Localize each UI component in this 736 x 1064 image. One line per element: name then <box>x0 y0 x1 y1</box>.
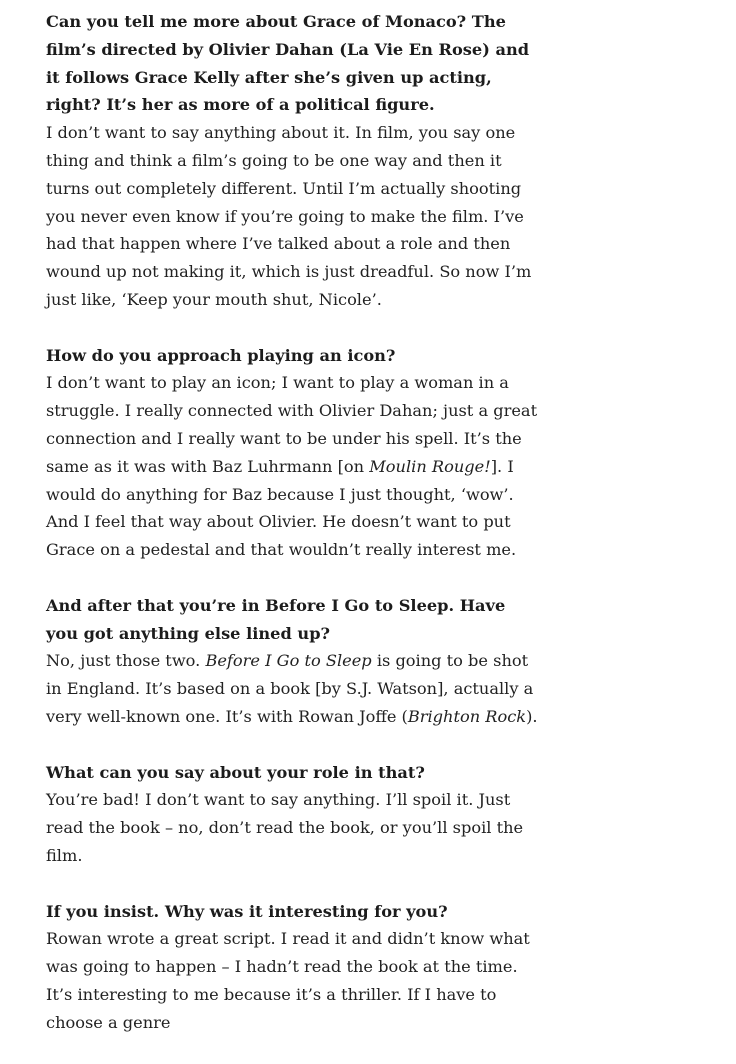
answer-text: I don’t want to play an icon; I want to play a woman in a struggle. I really connected with Olivier Dahan; just a great connection and I really want to be under his spell. It’s the same as it was with Baz Luhrmann [on <box>46 373 538 476</box>
interview-question: And after that you’re in Before I Go to Sleep. Have you got anything else lined up? <box>46 595 506 643</box>
interview-question: What can you say about your role in that? <box>46 762 425 782</box>
qa-block-3 <box>46 592 538 731</box>
interview-question: Can you tell me more about Grace of Monaco? The film’s directed by Olivier Dahan (La Vie En Rose) and it follows Grace Kelly after she’s given up acting, right? It’s her as more of a political figure. <box>46 12 530 115</box>
answer-text: I don’t want to say anything about it. In film, you say one thing and think a film’s going to be one way and then it turns out completely different. Until I’m actually shooting you never even know if you’re going to make the film. I’ve had that happen where I’ve talked about a role and then wound up not making it, which is just dreadful. So now I’m just like, ‘Keep your mouth shut, Nicole’. <box>46 123 532 309</box>
interview-answer <box>46 369 538 564</box>
interview-answer <box>46 647 538 730</box>
article-body <box>46 8 538 1064</box>
answer-text: You’re bad! I don’t want to say anything. I’ll spoil it. Just read the book – no, don’t read the book, or you’ll spoil the film. <box>46 790 524 865</box>
interview-question: How do you approach playing an icon? <box>46 345 396 365</box>
interview-question: If you insist. Why was it interesting for you? <box>46 901 448 921</box>
qa-block-4 <box>46 759 538 870</box>
answer-text: No, just those two. <box>46 651 206 671</box>
interview-answer <box>46 786 538 869</box>
film-title: Moulin Rouge! <box>369 456 491 476</box>
qa-block-1 <box>46 8 538 314</box>
answer-text: is going to be shot in England. It’s based on a book [by S.J. Watson], actually a very well-known one. It’s with Rowan Joffe ( <box>46 651 534 726</box>
film-title: Brighton Rock <box>407 706 527 726</box>
film-title: Before I Go to Sleep <box>205 651 372 671</box>
qa-block-5 <box>46 898 538 1037</box>
answer-text: ]. I would do anything for Baz because I just thought, ‘wow’. And I feel that way about Olivier. He doesn’t want to put Grace on a pedestal and that wouldn’t really interest me. <box>46 456 517 560</box>
answer-text: Rowan wrote a great script. I read it and didn’t know what was going to happen – I hadn’t read the book at the time. It’s interesting to me because it’s a thriller. If I have to choose a genre <box>46 929 530 1032</box>
interview-answer <box>46 119 538 314</box>
answer-text: ). <box>526 706 538 726</box>
qa-block-2 <box>46 342 538 564</box>
